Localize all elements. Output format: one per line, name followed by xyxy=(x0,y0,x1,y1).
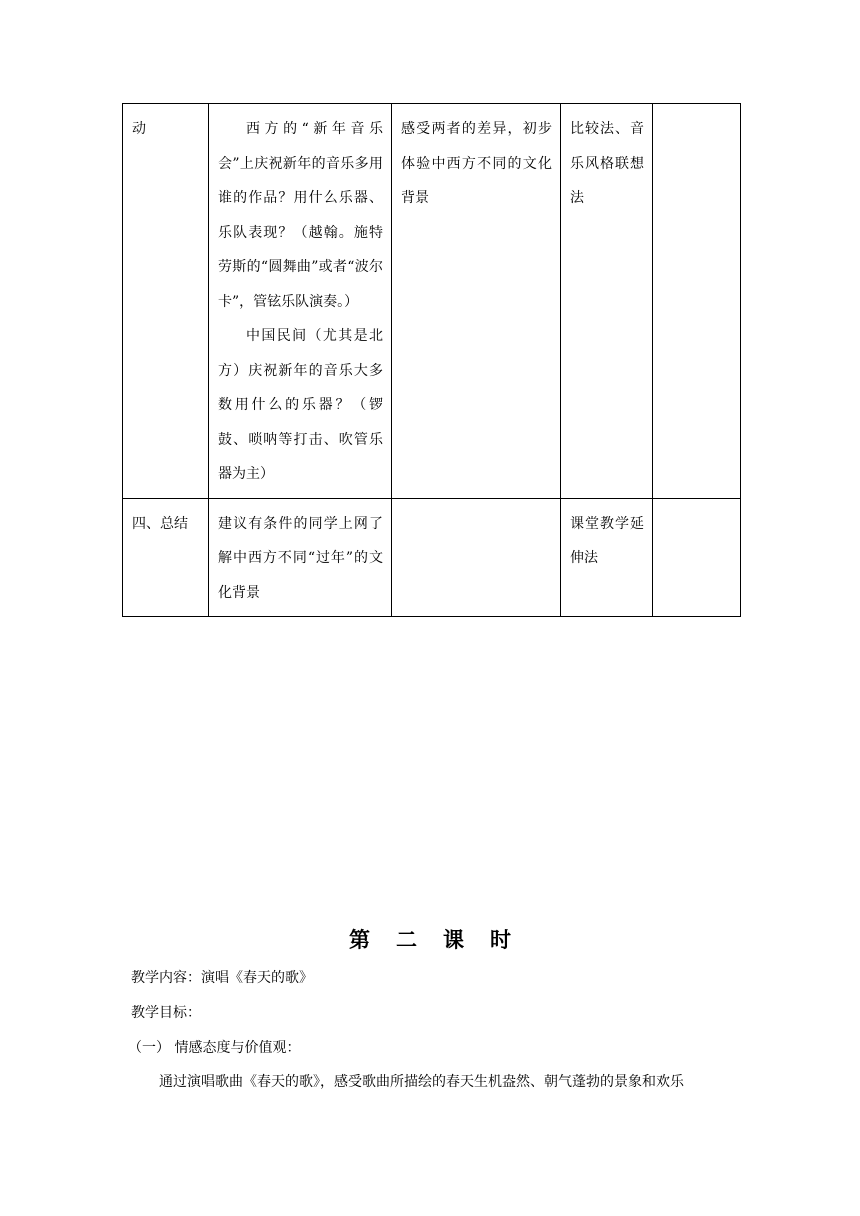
activity-paragraph: 建议有条件的同学上网了解中西方不同“过年”的文化背景 xyxy=(218,515,383,601)
stage-cell xyxy=(123,498,209,617)
goal-subheading: （一） 情感态度与价值观： xyxy=(128,1040,301,1056)
activity-cell xyxy=(209,498,392,617)
method-text: 课堂教学延伸法 xyxy=(570,515,644,566)
method-text: 比较法、音乐风格联想法 xyxy=(570,121,644,206)
stage-cell xyxy=(123,104,209,499)
notes-cell xyxy=(653,498,741,617)
table-row xyxy=(123,104,741,499)
stage-text: 动 xyxy=(132,121,146,137)
lesson-plan-table xyxy=(122,103,741,617)
goal-text: 感受两者的差异，初步体验中西方不同的文化背景 xyxy=(401,121,552,206)
teaching-goals-heading: 教学目标： xyxy=(131,1005,201,1021)
activity-paragraph: 西方的“新年音乐会”上庆祝新年的音乐多用谁的作品？用什么乐器、乐队表现？（越翰。施特劳斯的“圆舞曲”或者“波尔卡”，管铉乐队演奏。） xyxy=(218,121,383,310)
stage-text: 四、总结 xyxy=(132,515,188,532)
section-title: 第二课时 xyxy=(349,927,537,952)
notes-cell xyxy=(653,104,741,499)
method-cell xyxy=(561,498,653,617)
activity-paragraph: 中国民间（尤其是北方）庆祝新年的音乐大多数用什么的乐器？（锣鼓、唢呐等打击、吹管乐器为主） xyxy=(218,328,383,482)
goal-paragraph: 通过演唱歌曲《春天的歌》，感受歌曲所描绘的春天生机盎然、朝气蓬勃的景象和欢乐 xyxy=(159,1074,684,1090)
goal-cell xyxy=(392,498,561,617)
teaching-content-line: 教学内容：演唱《春天的歌》 xyxy=(131,970,313,986)
table-row xyxy=(123,498,741,617)
activity-cell xyxy=(209,104,392,499)
method-cell xyxy=(561,104,653,499)
goal-cell xyxy=(392,104,561,499)
